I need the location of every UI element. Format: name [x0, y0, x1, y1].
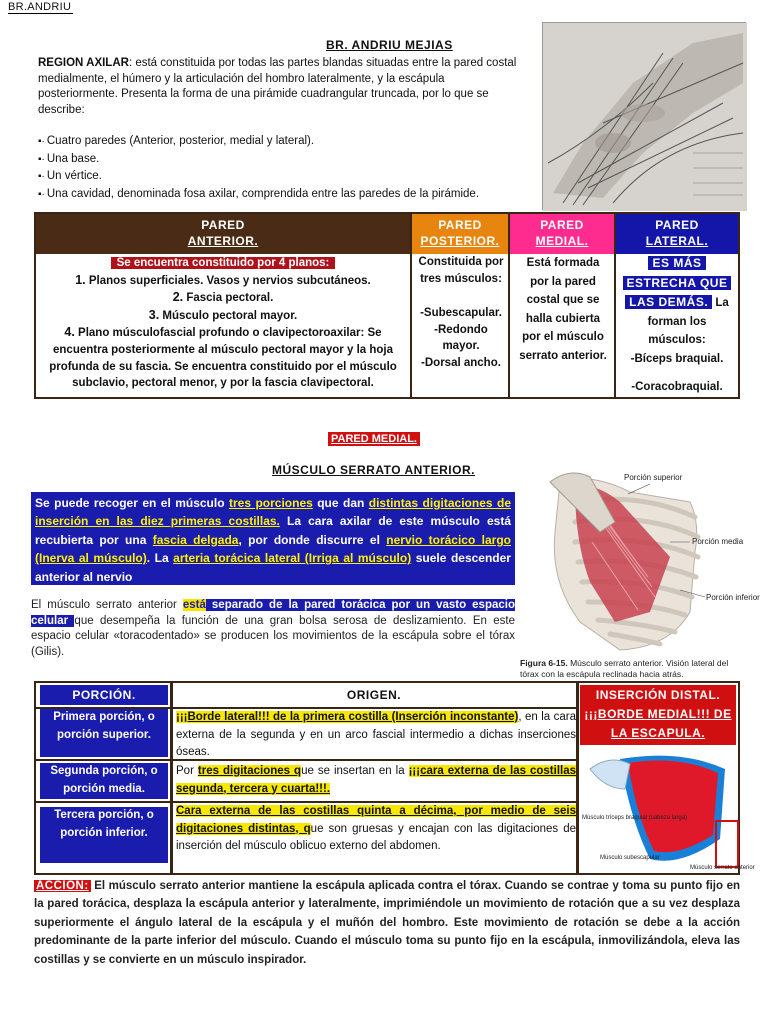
posterior-muscle: -Dorsal ancho. — [421, 356, 501, 369]
anterior-plane-1: 1. Planos superficiales. Vasos y nervios subcutáneos. — [75, 272, 371, 287]
lateral-highlight: ESTRECHA QUE — [623, 276, 732, 290]
lateral-muscle: -Coracobraquial. — [631, 381, 723, 393]
list-item: ▪· Cuatro paredes (Anterior, posterior, medial y lateral). — [38, 133, 528, 151]
posterior-intro: Constituida por tres músculos: — [418, 256, 504, 285]
posterior-muscle: -Redondo mayor. — [434, 323, 488, 353]
scapula-label: Músculo serrato anterior — [690, 865, 755, 871]
header-posterior: PARED POSTERIOR. — [412, 214, 508, 254]
header-medial: PARED MEDIAL. — [510, 214, 614, 254]
axilla-anatomy-image — [542, 22, 746, 210]
celular-space-paragraph: El músculo serrato anterior está separado de la pared torácica por un vasto espacio celular que desempeña la función de una gran bolsa serosa de deslizamiento. En este espacio celular «toracodentado» se producen los movimientos de la escápula sobre el tórax (Gilis). — [31, 599, 515, 658]
origin-1: ¡¡¡Borde lateral!!! de la primera costilla (Inserción inconstante), en la cara externa de la segunda y en un arco fascial intermedio a dichas inserciones óseas. — [176, 711, 576, 758]
lateral-text: La forman los músculos: — [647, 297, 729, 346]
author-header: BR.ANDRIU — [8, 1, 72, 13]
lateral-wall-cell — [618, 254, 736, 397]
origin-2: Por tres digitaciones que se insertan en la ¡¡¡cara externa de las costillas segunda, tercera y cuarta!!!. — [176, 765, 576, 795]
lateral-muscle: -Bíceps braquial. — [630, 352, 724, 365]
page-title: BR. ANDRIU MEJIAS — [326, 38, 453, 52]
scapula-label: Músculo subescapular — [600, 855, 660, 861]
anterior-wall-cell — [40, 254, 406, 397]
header-origin: ORIGEN. — [346, 688, 402, 702]
pyramid-parts-list — [38, 133, 528, 203]
medial-wall-cell — [516, 254, 610, 397]
action-label: ACCIÓN: — [36, 880, 89, 892]
intro-term: REGION AXILAR — [38, 57, 129, 69]
action-paragraph — [34, 877, 740, 969]
lateral-highlight: LAS DEMÁS. — [625, 295, 712, 309]
origin-3: Cara externa de las costillas quinta a décima, por medio de seis digitaciones distintas, que son gruesas y encajan con las digitaciones de inserción del músculo oblicuo externo del abdomen. — [176, 805, 576, 852]
list-item: ▪· Una base. — [38, 151, 528, 169]
header-anterior: PARED ANTERIOR. — [36, 214, 410, 254]
section-title: MÚSCULO SERRATO ANTERIOR. — [272, 463, 475, 477]
anterior-plane-3: 3. Músculo pectoral mayor. — [148, 307, 298, 322]
portion-2: Segunda porción, o porción media. — [40, 763, 168, 799]
posterior-wall-cell — [416, 254, 506, 397]
portion-1: Primera porción, o porción superior. — [40, 709, 168, 757]
header-lateral: PARED LATERAL. — [616, 214, 738, 254]
axillary-walls-table — [34, 212, 740, 399]
anterior-intro: Se encuentra constituido por 4 planos: — [111, 257, 336, 269]
header-portion: PORCIÓN. — [40, 685, 168, 705]
anterior-plane-4: 4. Plano músculofascial profundo o clavipectoroaxilar: Se encuentra posteriormente al músculo pectoral mayor y la hoja profunda de su fascia. Se encuentra constituido por el músculo subclavio, pectoral menor, y por la fascia clavipectoral. — [49, 325, 397, 390]
serratus-figure — [520, 462, 760, 657]
figure-label: Porción superior — [624, 473, 683, 482]
serratus-description-block: Se puede recoger en el músculo tres porciones que dan distintas digitaciones de inserción en las diez primeras costillas. La cara axilar de este músculo está recubierta por una fascia delgada, por donde discurre el nervio torácico largo (Inerva al músculo). La arteria torácica lateral (Irriga al músculo) suele descender anterior al nervio — [31, 492, 515, 585]
anterior-plane-2: 2. Fascia pectoral. — [172, 290, 274, 305]
medial-text: Está formada por la pared costal que se halla cubierta por el músculo serrato anterior. — [519, 257, 607, 362]
posterior-muscle: -Subescapular. — [420, 307, 502, 320]
serratus-origin-table — [34, 681, 755, 875]
intro-text: : está constituida por todas las partes blandas situadas entre la pared costal medialmente, el húmero y la articulación del hombro lateralmente, y la escápula posteriormente. Presenta la forma de una pirámide cuadrangular truncada, por lo que se describe: — [38, 57, 517, 116]
section-label: PARED MEDIAL. — [328, 432, 420, 446]
lateral-highlight: ES MÁS — [648, 256, 705, 270]
intro-paragraph — [38, 56, 518, 118]
action-text: El músculo serrato anterior mantiene la escápula aplicada contra el tórax. Cuando se contrae y toma su punto fijo en la pared torácica, desplaza la escápula anterior y lateralmente, imprimiéndole un movimiento de rotación que a su vez desplaza superiormente el ángulo lateral de la escápula y el muñón del hombro. Este movimiento de rotación se debe a la acción predominante de la parte inferior del músculo. Cuando el músculo toma su punto fijo en la escápula, inmovilizándola, eleva las costillas y se convierte en un músculo inspirador. — [34, 880, 740, 966]
figure-label: Porción inferior — [706, 593, 760, 602]
list-item: ▪· Una cavidad, denominada fosa axilar, comprendida entre las paredes de la pirámide. — [38, 186, 528, 204]
portion-3: Tercera porción, o porción inferior. — [40, 807, 168, 863]
insertion-label: ¡¡¡BORDE MEDIAL!!! DE LA ESCAPULA. — [580, 705, 736, 745]
list-item: ▪· Un vértice. — [38, 168, 528, 186]
figure-caption: Figura 6-15. Músculo serrato anterior. Visión lateral del tórax con la escápula reclinada hacia atrás. — [520, 658, 729, 679]
scapula-figure — [580, 749, 755, 873]
header-insertion: INSERCIÓN DISTAL. — [580, 685, 736, 705]
scapula-label: Músculo tríceps braquial (cabeza larga) — [582, 815, 688, 821]
figure-label: Porción media — [692, 537, 744, 546]
